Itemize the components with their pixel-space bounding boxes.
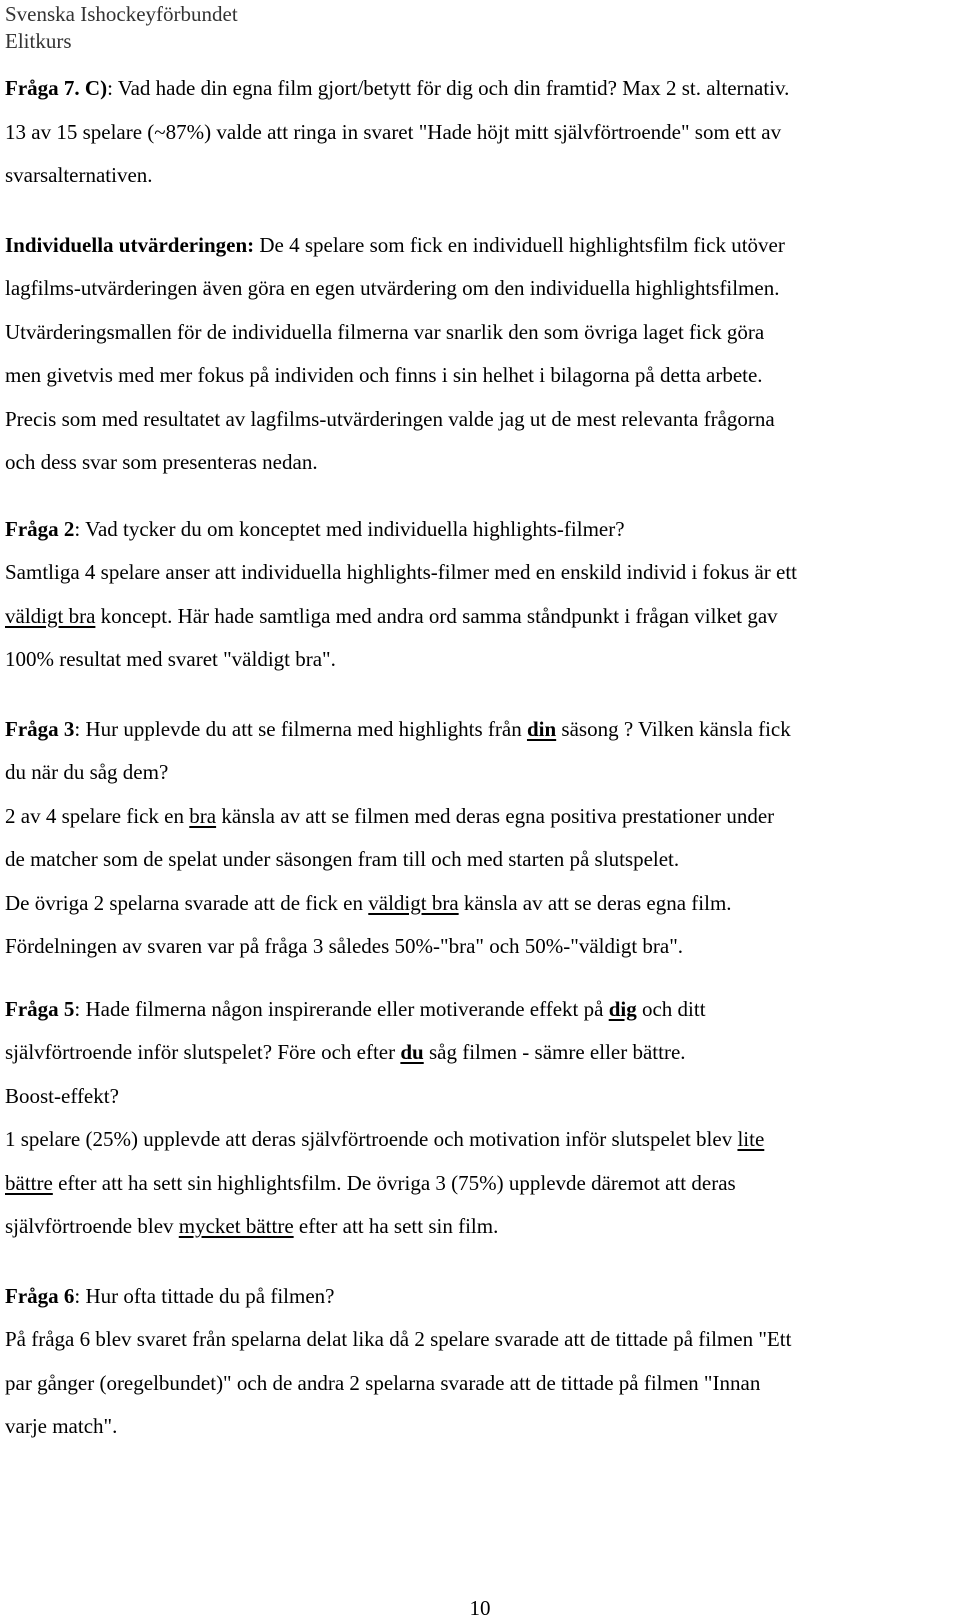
paragraph-line: de matcher som de spelat under säsongen fram till och med starten på slutspelet.	[5, 847, 680, 871]
paragraph-line: och dess svar som presenteras nedan.	[5, 450, 318, 474]
emphasized-word: du	[400, 1040, 424, 1064]
paragraph-line: Precis som med resultatet av lagfilms-utvärderingen valde jag ut de mest relevanta frågorna	[5, 406, 775, 431]
paragraph-line: Boost-effekt?	[5, 1083, 119, 1108]
paragraph-line: Individuella utvärderingen: De 4 spelare som fick en individuell highlightsfilm fick utöver	[5, 232, 785, 257]
paragraph-line: lagfilms-utvärderingen även göra en egen utvärdering om den individuella highlightsfilmen.	[5, 276, 780, 300]
paragraph-line: självförtroende blev mycket bättre efter att ha sett sin film.	[5, 1214, 499, 1238]
page-number: 10	[469, 1596, 491, 1620]
paragraph-line: Samtliga 4 spelare anser att individuella highlights-filmer med en enskild individ i fokus är ett	[5, 560, 797, 584]
paragraph-line: du när du såg dem?	[5, 760, 169, 784]
paragraph-line: På fråga 6 blev svaret från spelarna delat lika då 2 spelare svarade att de tittade på filmen "Ett	[5, 1327, 792, 1351]
paragraph-line: svarsalternativen.	[5, 163, 153, 187]
paragraph-line: självförtroende inför slutspelet? Före och efter du såg filmen - sämre eller bättre.	[5, 1040, 686, 1064]
paragraph-line: men givetvis med mer fokus på individen och finns i sin helhet i bilagorna på detta arbete.	[5, 363, 763, 387]
underlined-term: lite	[737, 1127, 765, 1151]
question-label: Fråga 7. C)	[5, 76, 108, 100]
paragraph-line: Fråga 5: Hade filmerna någon inspirerande eller motiverande effekt på dig och ditt	[5, 996, 706, 1021]
underlined-term: mycket bättre	[178, 1214, 294, 1238]
document-page	[5, 0, 955, 1620]
paragraph-line: Utvärderingsmallen för de individuella filmerna var snarlik den som övriga laget fick göra	[5, 319, 765, 344]
question-label: Fråga 2	[5, 516, 75, 541]
paragraph-line: 100% resultat med svaret "väldigt bra".	[5, 647, 336, 671]
paragraph-line: par gånger (oregelbundet)" och de andra 2 spelarna svarade att de tittade på filmen "Innan	[5, 1370, 761, 1395]
emphasized-word: din	[526, 716, 557, 741]
page-header	[5, 1, 238, 55]
question-label: Fråga 6	[5, 1283, 75, 1308]
underlined-term: väldigt bra	[368, 890, 459, 915]
paragraph-line: Fråga 6: Hur ofta tittade du på filmen?	[5, 1283, 335, 1308]
paragraph-line: bättre efter att ha sett sin highlightsfilm. De övriga 3 (75%) upplevde däremot att deras	[5, 1170, 736, 1195]
section-label: Individuella utvärderingen:	[5, 232, 255, 257]
paragraph-line: 13 av 15 spelare (~87%) valde att ringa in svaret "Hade höjt mitt självförtroende" som ett av	[5, 119, 782, 144]
header-course: Elitkurs	[5, 29, 72, 53]
paragraph-line: varje match".	[5, 1414, 118, 1438]
paragraph-line: 1 spelare (25%) upplevde att deras självförtroende och motivation inför slutspelet blev lite	[5, 1127, 765, 1151]
question-label: Fråga 3	[5, 716, 75, 741]
paragraph-line: Fråga 3: Hur upplevde du att se filmerna med highlights från din säsong ? Vilken känsla fick	[5, 716, 791, 741]
paragraph-line: Fördelningen av svaren var på fråga 3 således 50%-"bra" och 50%-"väldigt bra".	[5, 934, 684, 958]
underlined-term: bra	[189, 803, 217, 828]
paragraph-line: Fråga 2: Vad tycker du om konceptet med individuella highlights-filmer?	[5, 516, 625, 541]
document-body	[5, 67, 955, 1449]
underlined-term: bättre	[5, 1170, 53, 1195]
underlined-term: väldigt bra	[5, 603, 96, 628]
paragraph-line: De övriga 2 spelarna svarade att de fick en väldigt bra känsla av att se deras egna film.	[5, 890, 732, 915]
paragraph-line: 2 av 4 spelare fick en bra känsla av att se filmen med deras egna positiva prestationer under	[5, 803, 775, 828]
paragraph-line: Fråga 7. C): Vad hade din egna film gjort/betytt för dig och din framtid? Max 2 st. alternativ.	[5, 76, 790, 100]
paragraph-line: väldigt bra koncept. Här hade samtliga med andra ord samma ståndpunkt i frågan vilket gav	[5, 603, 778, 628]
header-organization: Svenska Ishockeyförbundet	[5, 2, 238, 26]
emphasized-word: dig	[608, 996, 637, 1021]
question-label: Fråga 5	[5, 996, 75, 1021]
